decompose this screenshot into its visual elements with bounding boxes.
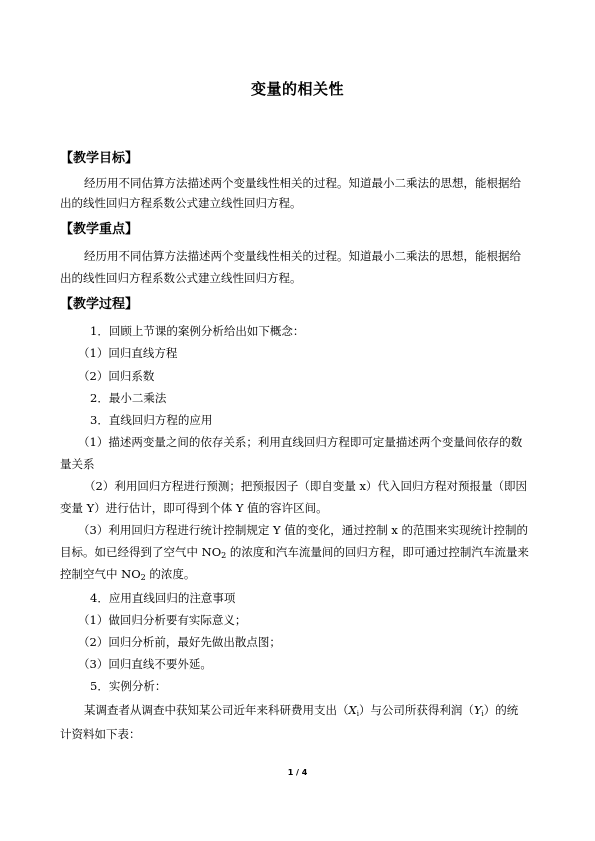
process-item-3-3-line-2-rest: 的浓度和汽车流量间的回归方程，即可通过控制汽车流量来 — [226, 545, 529, 559]
page-number: 1 / 4 — [287, 768, 308, 777]
goal-paragraph-line-1: 经历用不同估算方法描述两个变量线性相关的过程。知道最小二乘法的思想，能根据给 — [84, 176, 521, 190]
process-item-3-3-line-2-text: 目标。如已经得到了空气中 NO — [60, 545, 222, 559]
example-intro-text-a: 某调查者从调查中获知某公司近年来科研费用支出（ — [84, 703, 349, 717]
no2-subscript: 2 — [221, 551, 227, 560]
process-item-3-3-line-3-text: 控制空气中 NO — [60, 567, 141, 581]
process-item-4: 4．应用直线回归的注意事项 — [90, 591, 236, 605]
section-heading-process: 【教学过程】 — [60, 297, 139, 312]
process-item-5: 5．实例分析： — [90, 679, 167, 693]
process-item-3-2-line-2: 变量 Y）进行估计，即可得到个体 Y 值的容许区间。 — [60, 501, 328, 515]
process-item-3-3-line-1: （3）利用回归方程进行统计控制规定 Y 值的变化，通过控制 x 的范围来实现统计控制的 — [78, 523, 529, 537]
process-item-3: 3．直线回归方程的应用 — [90, 413, 213, 427]
variable-y-symbol: Y — [473, 703, 482, 717]
key-paragraph-line-1: 经历用不同估算方法描述两个变量线性相关的过程。知道最小二乘法的思想，能根据给 — [84, 249, 521, 263]
process-item-1: 1．回顾上节课的案例分析给出如下概念： — [90, 324, 305, 338]
example-intro-text-b: ）与公司所获得利润（ — [358, 703, 474, 717]
key-paragraph-line-2: 出的线性回归方程系数公式建立线性回归方程。 — [60, 271, 302, 285]
process-item-4-2: （2）回归分析前，最好先做出散点图； — [78, 635, 281, 649]
process-item-3-3-line-2 — [60, 544, 540, 564]
page-title: 变量的相关性 — [250, 80, 344, 98]
example-intro-line-2: 计资料如下表： — [60, 727, 141, 741]
variable-x-symbol: X — [348, 703, 357, 717]
section-heading-key: 【教学重点】 — [60, 222, 139, 237]
goal-paragraph-line-2: 出的线性回归方程系数公式建立线性回归方程。 — [60, 196, 302, 210]
example-intro-line-1 — [84, 702, 564, 722]
process-item-1-1: （1）回归直线方程 — [78, 346, 178, 360]
no2-subscript: 2 — [140, 573, 146, 582]
process-item-2: 2．最小二乘法 — [90, 391, 167, 405]
variable-x — [349, 703, 359, 717]
process-item-3-3-line-3-rest: 的浓度。 — [145, 567, 196, 581]
process-item-1-2: （2）回归系数 — [78, 369, 155, 383]
process-item-3-1-line-1: （1）描述两变量之间的依存关系；利用直线回归方程即可定量描述两个变量间依存的数 — [78, 435, 523, 449]
process-item-3-1-line-2: 量关系 — [60, 457, 95, 471]
example-intro-text-c: ）的统 — [483, 703, 519, 717]
process-item-3-3-line-3 — [60, 566, 540, 586]
variable-x-subscript: i — [356, 710, 359, 718]
section-heading-goal: 【教学目标】 — [60, 151, 139, 166]
variable-y-subscript: i — [481, 710, 484, 718]
process-item-4-3: （3）回归直线不要外延。 — [78, 657, 212, 671]
variable-y — [474, 703, 484, 717]
process-item-3-2-line-1: （2）利用回归方程进行预测；把预报因子（即自变量 x）代入回归方程对预报量（即因 — [84, 479, 527, 493]
process-item-4-1: （1）做回归分析要有实际意义； — [78, 613, 247, 627]
